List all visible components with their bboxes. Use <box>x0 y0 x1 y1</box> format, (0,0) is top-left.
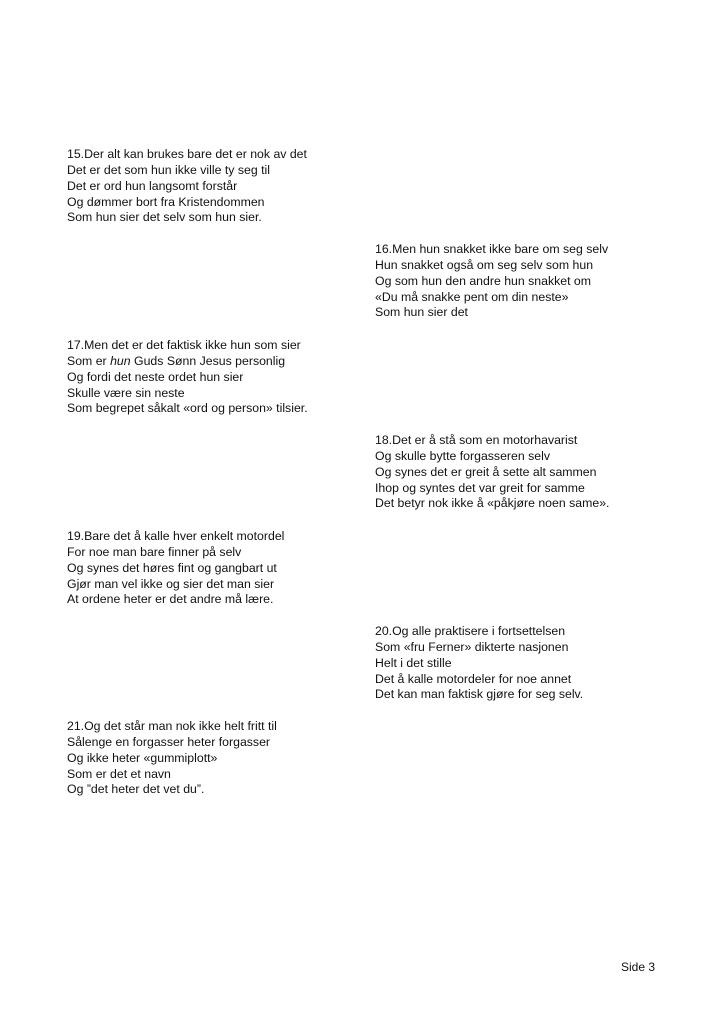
stanza-line: Det å kalle motordeler for noe annet <box>375 671 572 686</box>
stanza-line: Som er det et navn <box>67 766 171 781</box>
stanza-line: Hun snakket også om seg selv som hun <box>375 257 594 272</box>
stanza-line: Det betyr nok ikke å «påkjøre noen same». <box>375 496 610 511</box>
stanza-line: Og dømmer bort fra Kristendommen <box>67 194 265 209</box>
stanza-number: 16. <box>375 242 393 256</box>
stanza-21 <box>67 719 277 798</box>
stanza-line: For noe man bare finner på selv <box>67 544 242 559</box>
stanza-line: Det kan man faktisk gjøre for seg selv. <box>375 687 584 702</box>
stanza-line: Og synes det høres fint og gangbart ut <box>67 560 277 575</box>
stanza-20 <box>375 624 583 703</box>
stanza-19 <box>67 529 284 608</box>
stanza-line: 20.Og alle praktisere i fortsettelsen <box>375 624 566 638</box>
italic-word: hun <box>110 353 131 368</box>
stanza-line: Ihop og syntes det var greit for samme <box>375 480 585 495</box>
stanza-line: Som hun sier det selv som hun sier. <box>67 210 262 225</box>
stanza-line: 21.Og det står man nok ikke helt fritt til <box>67 719 277 733</box>
stanza-line: Helt i det stille <box>375 655 452 670</box>
stanza-line: At ordene heter er det andre må lære. <box>67 592 274 607</box>
stanza-16 <box>375 242 608 321</box>
stanza-line: Gjør man vel ikke og sier det man sier <box>67 576 275 591</box>
stanza-line: Som «fru Ferner» dikterte nasjonen <box>375 639 569 654</box>
stanza-line: 15.Der alt kan brukes bare det er nok av det <box>67 147 307 161</box>
stanza-number: 15. <box>67 147 85 161</box>
stanza-line: «Du må snakke pent om din neste» <box>375 289 569 304</box>
stanza-line: Og som hun den andre hun snakket om <box>375 273 592 288</box>
stanza-line: Skulle være sin neste <box>67 385 185 400</box>
stanza-line: Og skulle bytte forgasseren selv <box>375 448 550 463</box>
stanza-line: Sålenge en forgasser heter forgasser <box>67 734 271 749</box>
stanza-line: Og synes det er greit å sette alt sammen <box>375 464 597 479</box>
stanza-number: 20. <box>375 624 393 638</box>
stanza-line: 17.Men det er det faktisk ikke hun som sier <box>67 338 301 352</box>
stanza-number: 17. <box>67 338 85 352</box>
stanza-line: 19.Bare det å kalle hver enkelt motordel <box>67 529 285 543</box>
stanza-line: Som begrepet såkalt «ord og person» tilsier. <box>67 401 308 416</box>
stanza-line: Og fordi det neste ordet hun sier <box>67 369 244 384</box>
stanza-line: Og ikke heter «gummiplott» <box>67 750 218 765</box>
stanza-line: Det er det som hun ikke ville ty seg til <box>67 162 270 177</box>
stanza-line: Som hun sier det <box>375 305 468 320</box>
stanza-line: Som er hun Guds Sønn Jesus personlig <box>67 353 286 368</box>
stanza-line: Det er ord hun langsomt forstår <box>67 178 238 193</box>
page-number: Side 3 <box>620 960 655 974</box>
stanza-line: 18.Det er å stå som en motorhavarist <box>375 433 578 447</box>
stanza-line: 16.Men hun snakket ikke bare om seg selv <box>375 242 609 256</box>
stanza-number: 21. <box>67 719 85 733</box>
stanza-18 <box>375 433 609 512</box>
stanza-17 <box>67 338 308 417</box>
stanza-number: 18. <box>375 433 393 447</box>
stanza-line: Og ”det heter det vet du”. <box>67 782 205 797</box>
stanza-15 <box>67 147 307 226</box>
stanza-number: 19. <box>67 529 85 543</box>
